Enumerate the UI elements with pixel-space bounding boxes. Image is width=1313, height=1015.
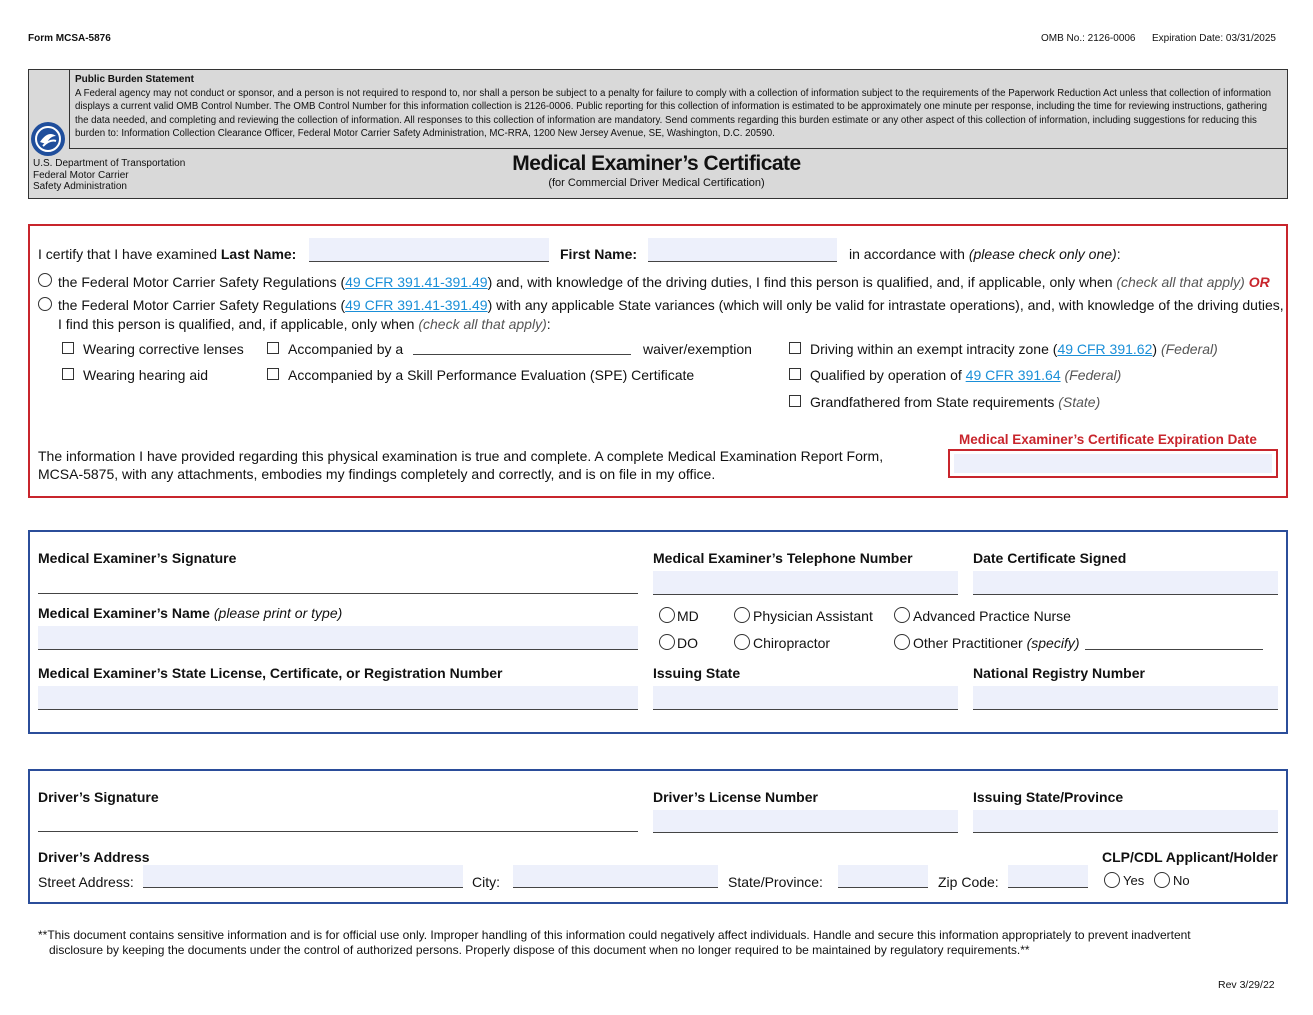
examiner-telephone-label: Medical Examiner’s Telephone Number [653, 550, 913, 566]
driver-issuing-label: Issuing State/Province [973, 789, 1124, 805]
examiner-name-label: Medical Examiner’s Name (please print or type) [38, 605, 343, 621]
hearing-aid-label: Wearing hearing aid [83, 367, 209, 383]
registry-number-input[interactable] [973, 686, 1278, 710]
license-number-input[interactable] [38, 686, 638, 710]
option-fmcsr-label: the Federal Motor Carrier Safety Regulations (49 CFR 391.41-391.49) and, with knowledge of the driving duties, I find this person is qualified, and, if applicable, only when (check all that apply) OR [58, 274, 1270, 290]
other-practitioner-input[interactable] [1085, 649, 1263, 650]
md-label: MD [677, 608, 699, 624]
certify-statement: The information I have provided regarding this physical examination is true and complete. A complete Medical Examination Report Form, MCSA-5875, with any attachments, embodies my findings completely and correctly, and is on file in my office. [38, 448, 884, 482]
sensitive-notice-line1: **This document contains sensitive information and is for official use only. Improper handling of this information could negatively affect individuals. Handle and secure this information appropriately to prevent inadvertent [38, 928, 1191, 942]
zip-code-label: Zip Code: [938, 874, 999, 890]
corrective-lenses-label: Wearing corrective lenses [83, 341, 244, 357]
state-province-input[interactable] [838, 865, 928, 888]
street-address-label: Street Address: [38, 874, 134, 890]
dot-logo-icon [31, 122, 65, 156]
accompanied-label: Accompanied by a [288, 341, 404, 357]
intracity-zone-checkbox[interactable] [789, 342, 801, 354]
issuing-state-input[interactable] [653, 686, 958, 710]
grandfathered-label: Grandfathered from State requirements (State) [810, 394, 1101, 410]
do-radio[interactable] [659, 634, 675, 650]
qualified-by-operation-label: Qualified by operation of 49 CFR 391.64 (Federal) [810, 367, 1122, 383]
grandfathered-checkbox[interactable] [789, 395, 801, 407]
chiropractor-label: Chiropractor [753, 635, 831, 651]
other-practitioner-radio[interactable] [894, 634, 910, 650]
chiropractor-radio[interactable] [734, 634, 750, 650]
revision-date: Rev 3/29/22 [1218, 979, 1275, 991]
form-id: Form MCSA-5876 [28, 33, 111, 44]
physician-assistant-label: Physician Assistant [753, 608, 873, 624]
city-label: City: [472, 874, 500, 890]
first-name-input[interactable] [648, 238, 837, 262]
option-state-variance-radio[interactable] [38, 297, 52, 311]
examiner-telephone-input[interactable] [653, 571, 958, 595]
hearing-aid-checkbox[interactable] [62, 368, 74, 380]
other-practitioner-label: Other Practitioner (specify) [913, 635, 1080, 651]
driver-address-label: Driver’s Address [38, 849, 150, 865]
first-name-label: First Name: [560, 246, 638, 262]
expiration-date-input[interactable] [954, 454, 1272, 473]
option-state-variance-label: the Federal Motor Carrier Safety Regulations (49 CFR 391.41-391.49) with any applicable State variances (which will only be valid for intrastate operations), and, with knowledge of the driving duties, [58, 297, 1284, 313]
page-title: Medical Examiner’s Certificate [512, 152, 801, 175]
spe-certificate-label: Accompanied by a Skill Performance Evaluation (SPE) Certificate [288, 367, 695, 383]
state-province-label: State/Province: [728, 874, 823, 890]
driver-license-label: Driver’s License Number [653, 789, 818, 805]
last-name-input[interactable] [309, 238, 549, 262]
expiration-date-label: Medical Examiner’s Certificate Expiration Date [959, 432, 1257, 447]
advanced-practice-nurse-label: Advanced Practice Nurse [913, 608, 1071, 624]
issuing-state-label: Issuing State [653, 665, 741, 681]
clp-yes-label: Yes [1123, 873, 1145, 888]
driver-signature-label: Driver’s Signature [38, 789, 159, 805]
page-subtitle: (for Commercial Driver Medical Certification) [548, 177, 765, 189]
examiner-name-input[interactable] [38, 626, 638, 650]
waiver-type-input[interactable] [413, 354, 631, 355]
burden-text: A Federal agency may not conduct or sponsor, and a person is not required to respond to, nor shall a person be subject to a penalty for failure to comply with a collection of information subject to the requirements of the Paperwork Reduction Act unless that collection of information displays a current valid OMB Control Number. The OMB Control Number for this information collection is 2126-0006. Public reporting for this collection of information is estimated to be approximately one minute per response, including the time for reviewing instructions, gathering the data needed, and completing and reviewing the collection of information. All responses to this collection of information are mandatory. Send comments regarding this burden estimate or any other aspect of this collection of information, including suggestions for reducing this burden to: Information Collection Clearance Officer, Federal Motor Carrier Safety Administration, MC-RRA, 1200 New Jersey Avenue, SE, Washington, D.C. 20590. [75, 88, 1271, 139]
certify-intro: I certify that I have examined Last Name: [38, 246, 297, 262]
md-radio[interactable] [659, 607, 675, 623]
street-address-input[interactable] [143, 865, 463, 888]
advanced-practice-nurse-radio[interactable] [894, 607, 910, 623]
examiner-signature-label: Medical Examiner’s Signature [38, 550, 237, 566]
city-input[interactable] [513, 865, 718, 888]
qualified-by-operation-checkbox[interactable] [789, 368, 801, 380]
driver-signature-input[interactable] [38, 831, 638, 832]
driver-issuing-input[interactable] [973, 810, 1278, 833]
spe-certificate-checkbox[interactable] [267, 368, 279, 380]
cfr-391-62-link[interactable]: 49 CFR 391.62 [1057, 341, 1153, 357]
accompanied-waiver-checkbox[interactable] [267, 342, 279, 354]
accordance-text: in accordance with (please check only one): [849, 246, 1121, 262]
license-number-label: Medical Examiner’s State License, Certificate, or Registration Number [38, 665, 503, 681]
option-fmcsr-radio[interactable] [38, 273, 52, 287]
intracity-zone-label: Driving within an exempt intracity zone (49 CFR 391.62) (Federal) [810, 341, 1218, 357]
do-label: DO [677, 635, 698, 651]
zip-code-input[interactable] [1008, 865, 1088, 888]
clp-yes-radio[interactable] [1104, 872, 1120, 888]
cfr-391-41-link-2[interactable]: 49 CFR 391.41-391.49 [345, 297, 488, 313]
cfr-391-41-link[interactable]: 49 CFR 391.41-391.49 [345, 274, 488, 290]
agency-name: U.S. Department of Transportation Federal Motor Carrier Safety Administration [33, 158, 186, 192]
omb-number: OMB No.: 2126-0006 [1041, 33, 1136, 44]
burden-title: Public Burden Statement [75, 74, 194, 85]
expiration-date-box [948, 449, 1278, 478]
option-state-variance-line2: I find this person is qualified, and, if applicable, only when (check all that apply): [58, 316, 551, 332]
sensitive-notice-line2: disclosure by keeping the documents under the control of authorized persons. Properly dispose of this document when no longer required to be maintained by regulatory requirements.** [49, 943, 1030, 957]
expiration-date: Expiration Date: 03/31/2025 [1152, 33, 1276, 44]
waiver-label: waiver/exemption [643, 341, 752, 357]
driver-license-input[interactable] [653, 810, 958, 833]
date-signed-input[interactable] [973, 571, 1278, 595]
clp-no-label: No [1173, 873, 1190, 888]
corrective-lenses-checkbox[interactable] [62, 342, 74, 354]
clp-no-radio[interactable] [1154, 872, 1170, 888]
registry-number-label: National Registry Number [973, 665, 1145, 681]
date-signed-label: Date Certificate Signed [973, 550, 1127, 566]
examiner-signature-input[interactable] [38, 593, 638, 594]
physician-assistant-radio[interactable] [734, 607, 750, 623]
cfr-391-64-link[interactable]: 49 CFR 391.64 [965, 367, 1061, 383]
clp-cdl-label: CLP/CDL Applicant/Holder [1102, 849, 1278, 865]
